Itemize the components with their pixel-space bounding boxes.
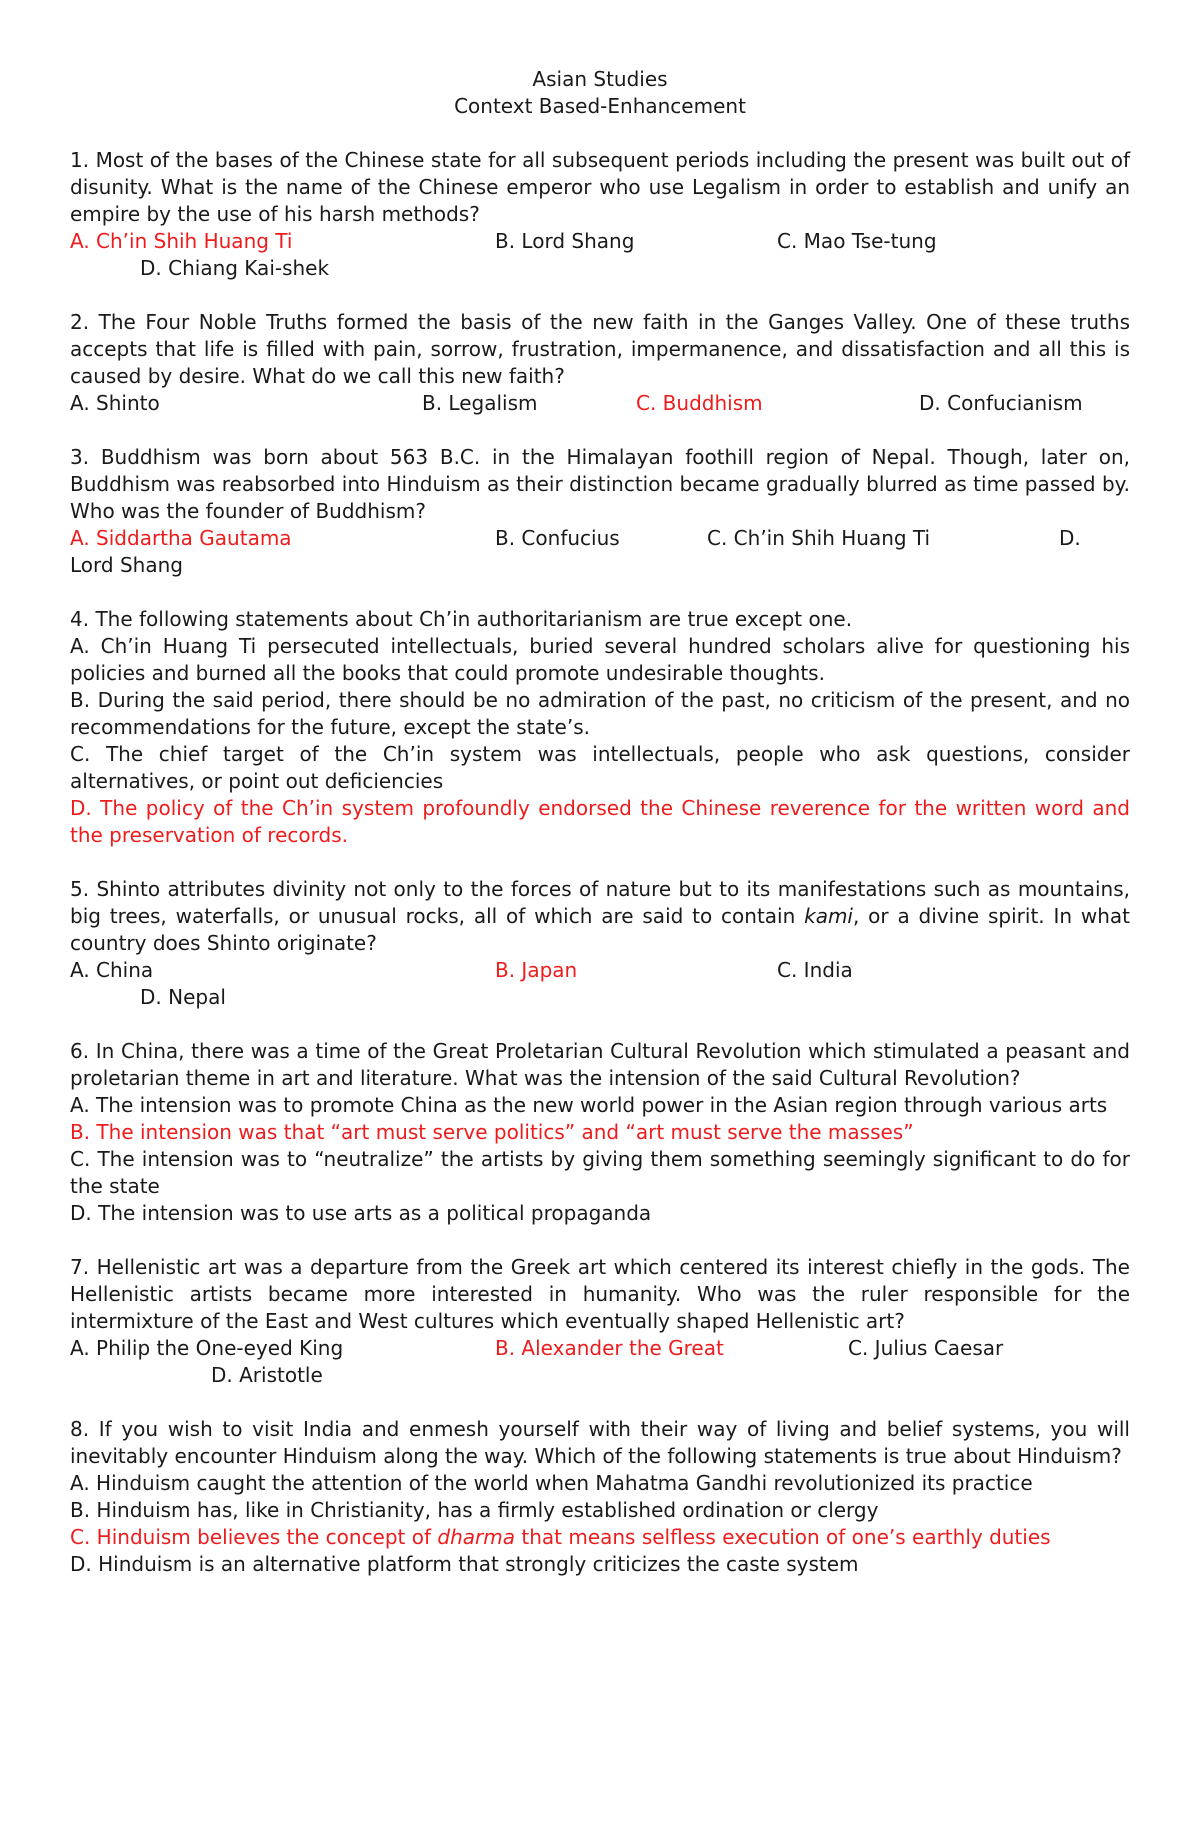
question-3-options-row <box>70 525 1130 552</box>
question-6-option-d: D. The intension was to use arts as a political propaganda <box>70 1201 652 1225</box>
question-3-option-b: B. Confucius <box>495 526 620 550</box>
document-header <box>70 66 1130 120</box>
question-1-options-row-2 <box>70 255 1130 282</box>
question-8-option-c-text-end: that means selfless execution of one’s earthly duties <box>521 1525 1051 1549</box>
question-6-option-c: C. The intension was to “neutralize” the artists by giving them something seemingly significant to do for the state <box>70 1147 1130 1198</box>
question-5-options-row-2 <box>70 984 1130 1011</box>
question-7-option-a: A. Philip the One-eyed King <box>70 1336 344 1360</box>
question-8-option-c-dharma: dharma <box>437 1525 515 1549</box>
question-5-option-b-answer: B. Japan <box>495 958 578 982</box>
question-7-option-d: D. Aristotle <box>211 1363 323 1387</box>
question-3-options-row-2 <box>70 552 1130 579</box>
question-3-stem: 3. Buddhism was born about 563 B.C. in the Himalayan foothill region of Nepal. Though, later on, Buddhism was reabsorbed into Hinduism as their distinction became gradually blurred as time passed by. Who was the founder of Buddhism? <box>70 445 1130 523</box>
question-8-option-a: A. Hinduism caught the attention of the world when Mahatma Gandhi revolutionized its practice <box>70 1471 1033 1495</box>
question-5 <box>70 876 1130 1011</box>
question-4-option-d-answer: D. The policy of the Ch’in system profoundly endorsed the Chinese reverence for the written word and the preservation of records. <box>70 796 1130 847</box>
question-3-option-c: C. Ch’in Shih Huang Ti <box>707 526 931 550</box>
question-3-option-a-answer: A. Siddartha Gautama <box>70 526 292 550</box>
question-8-option-d: D. Hinduism is an alternative platform that strongly criticizes the caste system <box>70 1552 859 1576</box>
question-2 <box>70 309 1130 417</box>
document-title: Asian Studies <box>532 67 668 91</box>
question-4-option-c: C. The chief target of the Ch’in system was intellectuals, people who ask questions, consider alternatives, or point out deficiencies <box>70 742 1130 793</box>
question-2-options-row <box>70 390 1130 417</box>
question-2-option-d: D. Confucianism <box>919 391 1083 415</box>
question-1-option-c: C. Mao Tse-tung <box>777 229 937 253</box>
question-8-option-b: B. Hinduism has, like in Christianity, has a firmly established ordination or clergy <box>70 1498 879 1522</box>
question-7-options-row <box>70 1335 1130 1362</box>
question-8-option-c-text: C. Hinduism believes the concept of <box>70 1525 432 1549</box>
question-1 <box>70 147 1130 282</box>
question-7-option-b-answer: B. Alexander the Great <box>495 1336 724 1360</box>
question-3 <box>70 444 1130 579</box>
question-2-option-a: A. Shinto <box>70 391 160 415</box>
question-3-option-d-text: Lord Shang <box>70 553 183 577</box>
question-2-option-c-answer: C. Buddhism <box>636 391 763 415</box>
question-8 <box>70 1416 1130 1578</box>
question-3-option-d-prefix: D. <box>1059 526 1081 550</box>
question-1-option-d: D. Chiang Kai-shek <box>140 256 330 280</box>
question-1-options-row <box>70 228 1130 255</box>
question-6-option-a: A. The intension was to promote China as the new world power in the Asian region through various arts <box>70 1093 1108 1117</box>
question-5-option-a: A. China <box>70 958 154 982</box>
document-subtitle: Context Based-Enhancement <box>454 94 746 118</box>
question-5-stem-text-end: , or a divine spirit. In what country does Shinto originate? <box>70 904 1130 955</box>
question-7-stem: 7. Hellenistic art was a departure from the Greek art which centered its interest chiefly in the gods. The Hellenistic artists became more interested in humanity. Who was the ruler responsible for the intermixture of the East and West cultures which eventually shaped Hellenistic art? <box>70 1255 1130 1333</box>
question-6 <box>70 1038 1130 1227</box>
question-7-options-row-2 <box>70 1362 1130 1389</box>
question-5-options-row <box>70 957 1130 984</box>
question-4 <box>70 606 1130 849</box>
question-1-stem: 1. Most of the bases of the Chinese state for all subsequent periods including the present was built out of disunity. What is the name of the Chinese emperor who use Legalism in order to establish and unify an empire by the use of his harsh methods? <box>70 148 1130 226</box>
question-5-stem-text: 5. Shinto attributes divinity not only to the forces of nature but to its manifestations such as mountains, big trees, waterfalls, or unusual rocks, all of which are said to contain <box>70 877 1130 928</box>
question-5-option-c: C. India <box>777 958 853 982</box>
question-5-stem-kami: kami <box>804 904 853 928</box>
question-6-stem: 6. In China, there was a time of the Great Proletarian Cultural Revolution which stimulated a peasant and proletarian theme in art and literature. What was the intension of the said Cultural Revolution? <box>70 1039 1130 1090</box>
question-4-stem: 4. The following statements about Ch’in authoritarianism are true except one. <box>70 607 853 631</box>
question-8-option-c-answer <box>70 1524 1130 1551</box>
question-7-option-c: C. Julius Caesar <box>848 1336 1004 1360</box>
question-4-option-a: A. Ch’in Huang Ti persecuted intellectuals, buried several hundred scholars alive for questioning his policies and burned all the books that could promote undesirable thoughts. <box>70 634 1130 685</box>
question-2-option-b: B. Legalism <box>422 391 538 415</box>
question-1-option-a-answer: A. Ch’in Shih Huang Ti <box>70 229 293 253</box>
question-7 <box>70 1254 1130 1389</box>
question-2-stem: 2. The Four Noble Truths formed the basis of the new faith in the Ganges Valley. One of these truths accepts that life is filled with pain, sorrow, frustration, impermanence, and dissatisfaction and all this is caused by desire. What do we call this new faith? <box>70 310 1130 388</box>
question-5-stem <box>70 876 1130 957</box>
question-6-option-b-answer: B. The intension was that “art must serve politics” and “art must serve the masses” <box>70 1120 914 1144</box>
question-1-option-b: B. Lord Shang <box>495 229 635 253</box>
question-5-option-d: D. Nepal <box>140 985 226 1009</box>
question-4-option-b: B. During the said period, there should be no admiration of the past, no criticism of the present, and no recommendations for the future, except the state’s. <box>70 688 1130 739</box>
question-8-stem: 8. If you wish to visit India and enmesh yourself with their way of living and belief systems, you will inevitably encounter Hinduism along the way. Which of the following statements is true about Hinduism? <box>70 1417 1130 1468</box>
